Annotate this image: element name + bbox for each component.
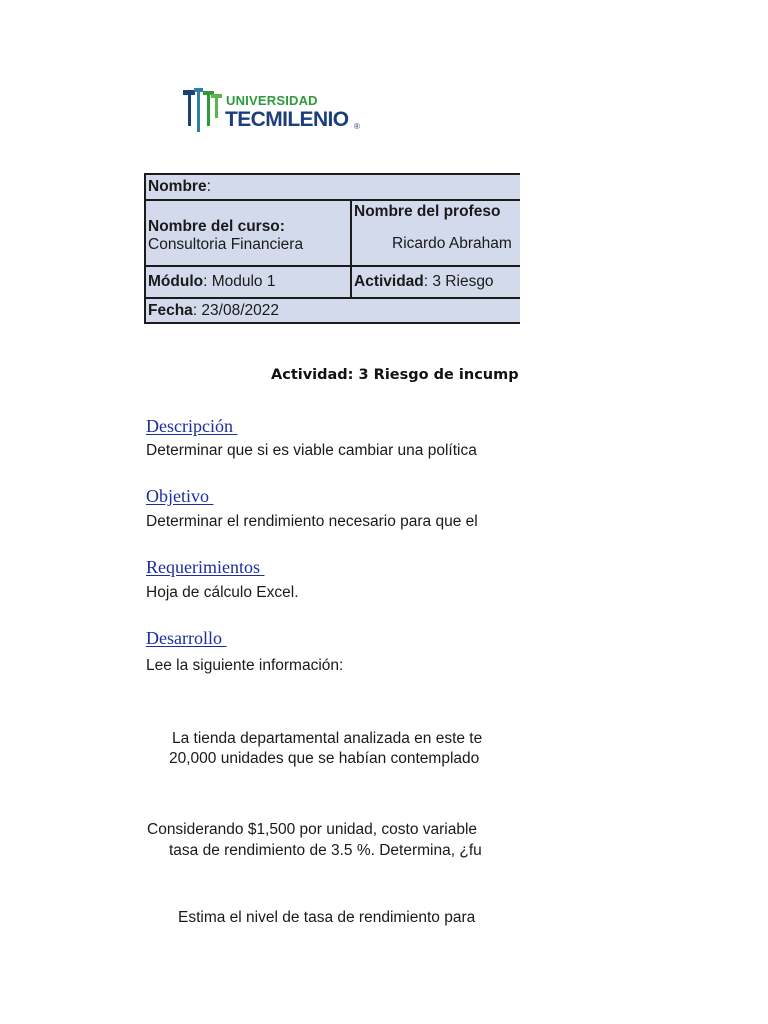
- objetivo-text: Determinar el rendimiento necesario para que el: [146, 513, 478, 530]
- desarrollo-link[interactable]: Desarrollo: [146, 628, 227, 648]
- actividad-value: : 3 Riesgo: [423, 273, 494, 290]
- requerimientos-link[interactable]: Requerimientos: [146, 557, 265, 577]
- fecha-cell: [145, 298, 520, 323]
- curso-value: Consultoria Financiera: [148, 236, 304, 253]
- curso-label: Nombre del curso:: [148, 218, 285, 235]
- modulo-value: : Modulo 1: [203, 273, 276, 290]
- logo-universidad-text: UNIVERSIDAD: [226, 93, 318, 108]
- descripcion-link[interactable]: Descripción: [146, 416, 238, 436]
- nombre-label: Nombre: [148, 178, 207, 195]
- profesor-value: Ricardo Abraham: [392, 235, 512, 252]
- tecmilenio-emblem-icon: [181, 86, 225, 138]
- nombre-cell: [145, 174, 520, 200]
- actividad-label: Actividad: [354, 273, 424, 290]
- paragraph-2-line-2: tasa de rendimiento de 3.5 %. Determina, ¿fu: [169, 842, 482, 859]
- paragraph-1-line-1: La tienda departamental analizada en este te: [172, 730, 483, 747]
- paragraph-2-line-1: Considerando $1,500 por unidad, costo variable: [147, 821, 478, 838]
- paragraph-1-line-2: 20,000 unidades que se habían contemplado: [169, 750, 480, 767]
- profesor-label: Nombre del profeso: [354, 203, 501, 220]
- activity-title: Actividad: 3 Riesgo de incump: [271, 367, 519, 383]
- requerimientos-text: Hoja de cálculo Excel.: [146, 584, 299, 601]
- desarrollo-text: Lee la siguiente información:: [146, 657, 344, 674]
- fecha-value: : 23/08/2022: [192, 301, 280, 319]
- tecmilenio-logo: [181, 86, 361, 138]
- logo-registered-mark: ®: [354, 122, 360, 131]
- curso-cell: [145, 200, 351, 266]
- fecha-label: Fecha: [148, 301, 193, 319]
- actividad-cell: [351, 266, 520, 298]
- course-info-table: [144, 173, 520, 324]
- objetivo-link[interactable]: Objetivo: [146, 486, 214, 506]
- modulo-label: Módulo: [148, 273, 204, 290]
- profesor-cell: [351, 200, 520, 266]
- paragraph-3-line-1: Estima el nivel de tasa de rendimiento para: [178, 909, 476, 926]
- nombre-separator: :: [206, 178, 211, 195]
- descripcion-text: Determinar que si es viable cambiar una política: [146, 442, 477, 459]
- modulo-cell: [145, 266, 351, 298]
- logo-tecmilenio-text: TECMILENIO: [225, 108, 349, 131]
